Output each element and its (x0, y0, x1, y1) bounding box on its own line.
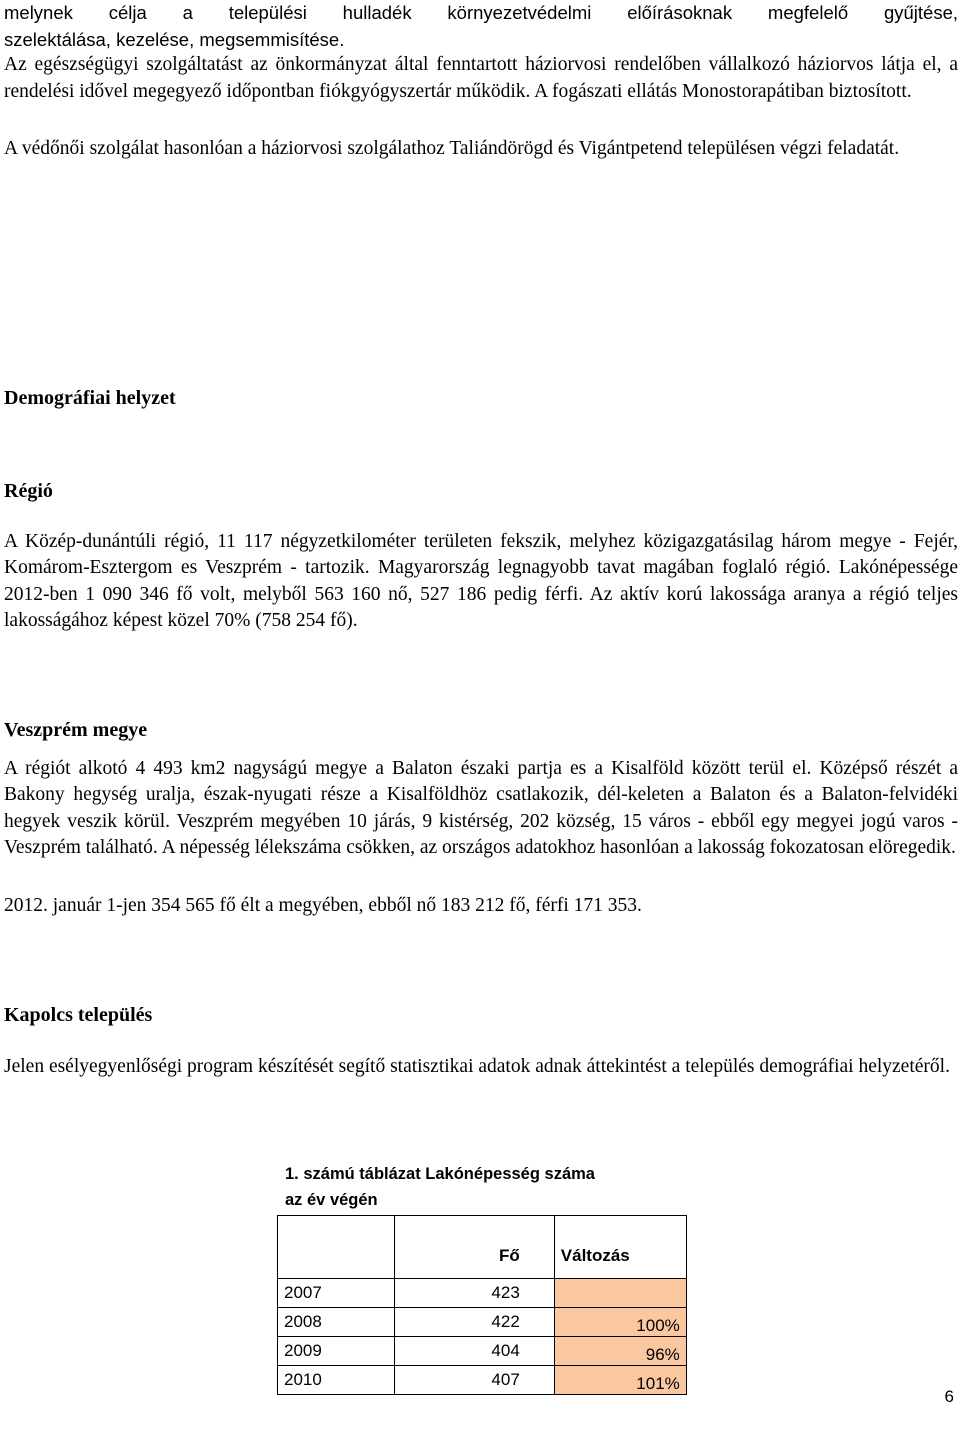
table-header-row (278, 1216, 687, 1279)
table-row (278, 1279, 687, 1308)
table-cell-year: 2008 (278, 1308, 395, 1337)
table-header-change: Változás (554, 1216, 686, 1279)
county-heading: Veszprém megye (4, 719, 148, 741)
table-cell-change: 96% (554, 1337, 686, 1366)
table-cell-value: 404 (395, 1337, 555, 1366)
table-cell-value: 423 (395, 1279, 555, 1308)
table-header-value: Fő (395, 1216, 555, 1279)
table-cell-year: 2010 (278, 1366, 395, 1395)
health-paragraph: Az egészségügyi szolgáltatást az önkormányzat által fenntartott háziorvosi rendelőben vállalkozó háziorvos látja el, a rendelési idővel megegyező időpontban fiókgyógyszertár működik. A fogászati ellátás Monostorapátiban biztosított. (4, 54, 958, 102)
table-cell-year: 2009 (278, 1337, 395, 1366)
table-row (278, 1337, 687, 1366)
table-cell-change: 100% (554, 1308, 686, 1337)
section-title: Demográfiai helyzet (4, 387, 176, 409)
settlement-heading: Kapolcs település (4, 1004, 153, 1026)
table-header-year (278, 1216, 395, 1279)
region-paragraph: A Közép-dunántúli régió, 11 117 négyzetkilométer területen fekszik, melyhez közigazgatásilag három megye - Fejér, Komárom-Esztergom es Veszprém - tartozik. Magyarország legnagyobb tavat magában foglaló régió. Lakónépessége 2012-ben 1 090 346 fő volt, melyből 563 160 nő, 527 186 pedig férfi. Az aktív korú lakossága aranya a régió teljes lakosságához képest közel 70% (758 254 fő). (4, 531, 958, 631)
table-row (278, 1366, 687, 1395)
page-number: 6 (944, 1387, 954, 1406)
intro-line-2: szelektálása, kezelése, megsemmisítése. (4, 29, 345, 50)
population-table (277, 1215, 687, 1395)
table-cell-value: 407 (395, 1366, 555, 1395)
table-cell-year: 2007 (278, 1279, 395, 1308)
table-caption: 1. számú táblázat Lakónépesség száma az év végén (285, 1165, 595, 1209)
nurse-paragraph: A védőnői szolgálat hasonlóan a háziorvosi szolgálathoz Taliándörögd és Vigántpetend településen végzi feladatát. (4, 138, 900, 159)
county-paragraph-2: 2012. január 1-jen 354 565 fő élt a megyében, ebből nő 183 212 fő, férfi 171 353. (4, 895, 642, 916)
table-cell-value: 422 (395, 1308, 555, 1337)
table-cell-change (554, 1279, 686, 1308)
county-paragraph: A régiót alkotó 4 493 km2 nagyságú megye a Balaton északi partja es a Kisalföld között terül el. Középső részét a Bakony hegység uralja, észak-nyugati része a Kisalföldhöz csatlakozik, dél-keleten a Balaton és a Balaton-felvidéki hegyek veszik körül. Veszprém megyében 10 járás, 9 kistérség, 202 község, 15 város - ebből egy megyei jogú varos - Veszprém található. A népesség lélekszáma csökken, az országos adatokhoz hasonlóan a lakosság fokozatosan elöregedik. (4, 758, 958, 858)
settlement-paragraph: Jelen esélyegyenlőségi program készítését segítő statisztikai adatok adnak áttekintést a település demográfiai helyzetéről. (4, 1056, 950, 1077)
region-heading: Régió (4, 480, 53, 502)
table-cell-change: 101% (554, 1366, 686, 1395)
intro-line-1: melynek célja a települési hulladék környezetvédelmi előírásoknak megfelelő gyűjtése, (4, 2, 958, 23)
table-row (278, 1308, 687, 1337)
